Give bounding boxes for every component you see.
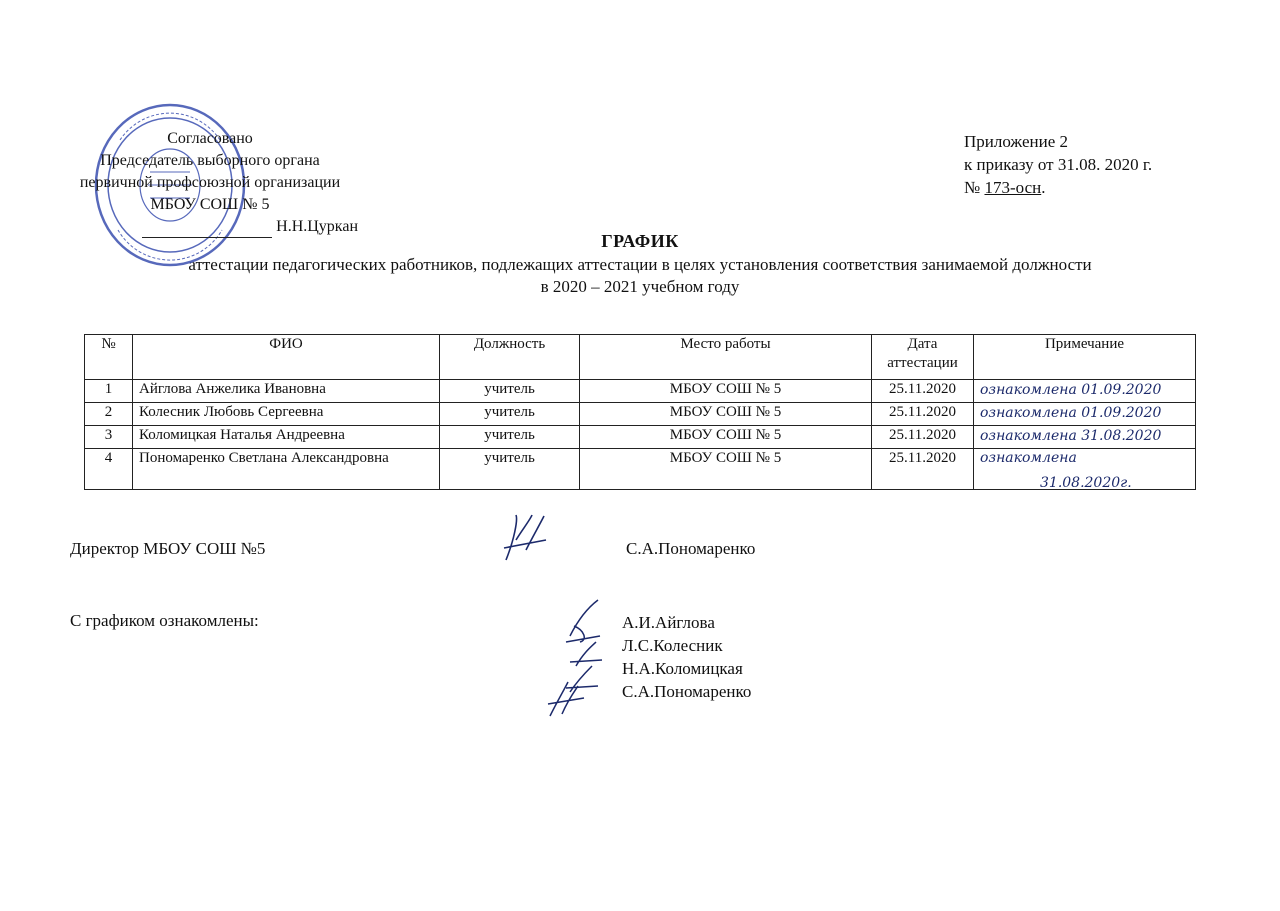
header-fio: ФИО — [133, 335, 440, 380]
familiarized-label: С графиком ознакомлены: — [70, 611, 259, 630]
cell-date: 25.11.2020 — [872, 426, 974, 449]
header-note: Примечание — [974, 335, 1196, 380]
cell-note — [974, 449, 1196, 490]
familiarized-name: А.И.Айглова — [622, 613, 715, 632]
cell-date: 25.11.2020 — [872, 449, 974, 490]
cell-position: учитель — [440, 449, 580, 490]
header-date-line-2: аттестации — [887, 355, 958, 371]
appendix-order-date: к приказу от 31.08. 2020 г. — [964, 155, 1153, 174]
document-title: ГРАФИК — [601, 231, 679, 251]
cell-date: 25.11.2020 — [872, 403, 974, 426]
subtitle-line-2: в 2020 – 2021 учебном году — [540, 277, 740, 296]
approval-signer: Н.Н.Цуркан — [276, 218, 358, 235]
approval-block — [30, 128, 390, 238]
table-row — [85, 380, 1196, 403]
cell-fio: Айглова Анжелика Ивановна — [133, 380, 440, 403]
handwritten-note-line-1: ознакомлена — [980, 450, 1077, 466]
table-header-row — [85, 335, 1196, 380]
table-row — [85, 426, 1196, 449]
approval-signature-row — [30, 216, 390, 238]
director-name: С.А.Пономаренко — [626, 539, 756, 558]
approval-role: Председатель выборного органа — [100, 152, 320, 169]
cell-date: 25.11.2020 — [872, 380, 974, 403]
approval-school: МБОУ СОШ № 5 — [150, 196, 270, 213]
header-date — [872, 335, 974, 380]
cell-num: 4 — [85, 449, 133, 490]
familiarized-names — [622, 611, 751, 703]
cell-num: 2 — [85, 403, 133, 426]
table-row — [85, 403, 1196, 426]
familiarized-name: Л.С.Колесник — [622, 636, 723, 655]
appendix-block — [964, 130, 1152, 199]
cell-fio: Коломицкая Наталья Андреевна — [133, 426, 440, 449]
cell-fio: Пономаренко Светлана Александровна — [133, 449, 440, 490]
number-value: 173-осн — [984, 178, 1042, 197]
table-row — [85, 449, 1196, 490]
employee-signatures — [540, 596, 620, 726]
cell-num: 1 — [85, 380, 133, 403]
signature-line — [142, 223, 272, 238]
header-num: № — [85, 335, 133, 380]
header-workplace: Место работы — [580, 335, 872, 380]
handwritten-note-line-2: 31.08.2020г. — [1040, 475, 1132, 491]
cell-note — [974, 403, 1196, 426]
handwritten-note: ознакомлена 31.08.2020 — [980, 428, 1162, 444]
approval-heading: Согласовано — [167, 130, 253, 147]
approval-organization: первичной профсоюзной организации — [79, 174, 341, 191]
director-label: Директор МБОУ СОШ №5 — [70, 539, 266, 558]
cell-fio: Колесник Любовь Сергеевна — [133, 403, 440, 426]
number-prefix: № — [964, 178, 985, 197]
attestation-schedule-table — [84, 334, 1196, 490]
number-suffix: . — [1041, 178, 1046, 197]
cell-position: учитель — [440, 403, 580, 426]
appendix-title: Приложение 2 — [964, 132, 1068, 151]
cell-note — [974, 426, 1196, 449]
cell-workplace: МБОУ СОШ № 5 — [580, 426, 872, 449]
subtitle-line-1: аттестации педагогических работников, подлежащих аттестации в целях установления соответствия занимаемой должности — [188, 255, 1092, 274]
handwritten-note: ознакомлена 01.09.2020 — [980, 405, 1162, 421]
header-position: Должность — [440, 335, 580, 380]
cell-note — [974, 380, 1196, 403]
header-date-line-1: Дата — [907, 336, 938, 352]
appendix-order-number — [964, 176, 1152, 199]
cell-position: учитель — [440, 426, 580, 449]
handwritten-note — [980, 449, 1132, 493]
familiarized-name: С.А.Пономаренко — [622, 682, 752, 701]
familiarized-name: Н.А.Коломицкая — [622, 659, 743, 678]
cell-num: 3 — [85, 426, 133, 449]
cell-workplace: МБОУ СОШ № 5 — [580, 449, 872, 490]
handwritten-note: ознакомлена 01.09.2020 — [980, 382, 1162, 398]
director-signature — [496, 510, 556, 570]
cell-position: учитель — [440, 380, 580, 403]
cell-workplace: МБОУ СОШ № 5 — [580, 380, 872, 403]
cell-workplace: МБОУ СОШ № 5 — [580, 403, 872, 426]
